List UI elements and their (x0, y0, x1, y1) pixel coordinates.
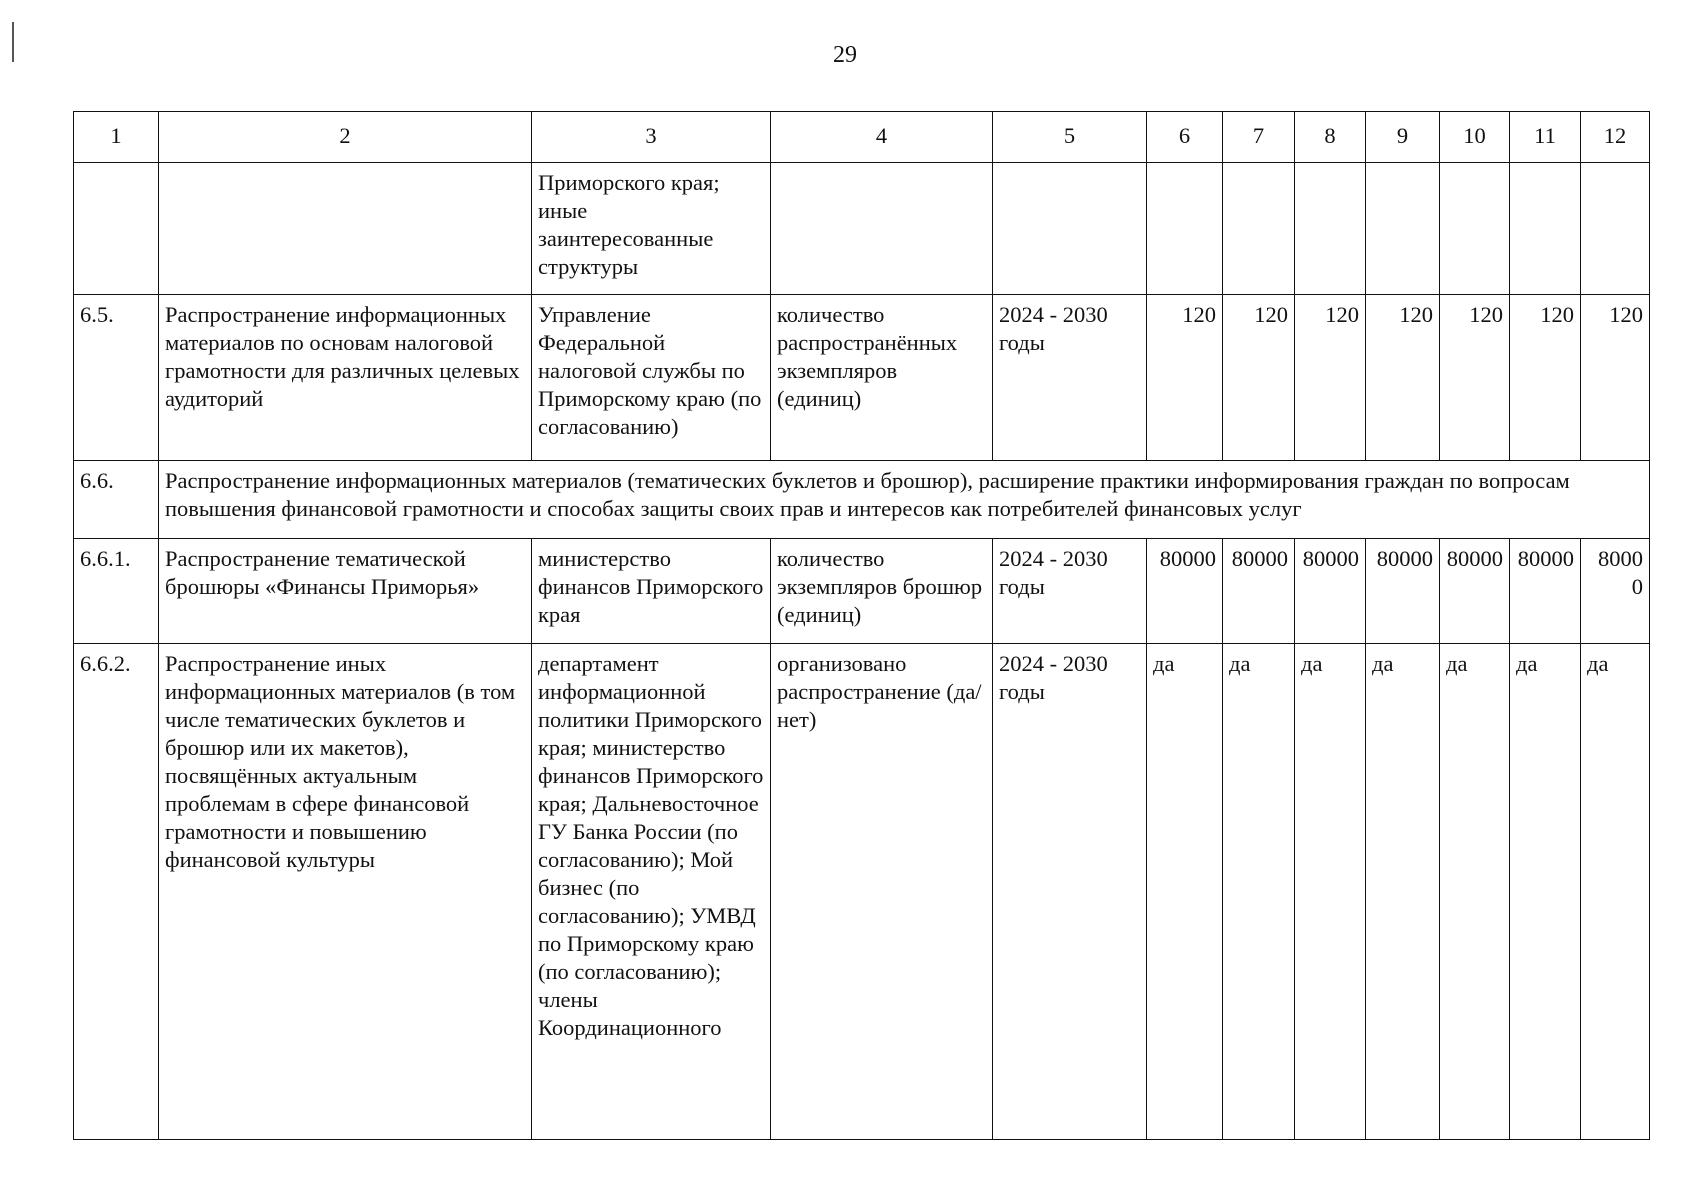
executor: Управление Федеральной налоговой службы по Приморскому краю (по согласованию) (532, 295, 771, 461)
column-number: 11 (1510, 112, 1581, 163)
value-2028: да (1440, 644, 1510, 1140)
value-2025: 80000 (1223, 539, 1295, 644)
value-2030: 80000 (1581, 539, 1650, 644)
value-2026: да (1295, 644, 1366, 1140)
executor: департамент информационной политики Приморского края; министерство финансов Приморского края; Дальневосточное ГУ Банка России (по согласованию); Мой бизнес (по согласованию); УМВД по Приморскому краю (по согласованию); члены Координационного (532, 644, 771, 1140)
column-number: 10 (1440, 112, 1510, 163)
value-2025: 120 (1223, 295, 1295, 461)
value-2024: да (1147, 644, 1223, 1140)
value-2029: 80000 (1510, 539, 1581, 644)
value-2024: 80000 (1147, 539, 1223, 644)
row-number: 6.5. (74, 295, 159, 461)
row-number: 6.6. (74, 461, 159, 539)
measure-name: Распространение тематической брошюры «Финансы Приморья» (159, 539, 532, 644)
column-number: 9 (1366, 112, 1440, 163)
value-2029: да (1510, 644, 1581, 1140)
indicator: количество распространённых экземпляров (единиц) (771, 295, 993, 461)
value-cell (1366, 163, 1440, 295)
column-number: 7 (1223, 112, 1295, 163)
value-2027: 120 (1366, 295, 1440, 461)
table-row-6-6-2 (74, 644, 1650, 1140)
table-row-continued (74, 163, 1650, 295)
column-number-row (74, 112, 1650, 163)
row-number-cell (74, 163, 159, 295)
column-number: 3 (532, 112, 771, 163)
period: 2024 - 2030 годы (993, 644, 1147, 1140)
value-cell (1581, 163, 1650, 295)
table-row-6-6-1 (74, 539, 1650, 644)
value-2028: 120 (1440, 295, 1510, 461)
row-number: 6.6.1. (74, 539, 159, 644)
value-2026: 120 (1295, 295, 1366, 461)
measure-name: Распространение информационных материалов по основам налоговой грамотности для различных целевых аудиторий (159, 295, 532, 461)
table-row-6-6 (74, 461, 1650, 539)
value-2030: 120 (1581, 295, 1650, 461)
value-cell (1295, 163, 1366, 295)
value-2026: 80000 (1295, 539, 1366, 644)
value-2027: 80000 (1366, 539, 1440, 644)
value-2027: да (1366, 644, 1440, 1140)
period: 2024 - 2030 годы (993, 295, 1147, 461)
value-cell (1147, 163, 1223, 295)
measure-name: Распространение иных информационных материалов (в том числе тематических буклетов и брошюр или их макетов), посвящённых актуальным проблемам в сфере финансовой грамотности и повышению финансовой культуры (159, 644, 532, 1140)
column-number: 1 (74, 112, 159, 163)
value-cell (1223, 163, 1295, 295)
indicator: организовано распространение (да/нет) (771, 644, 993, 1140)
value-2030: да (1581, 644, 1650, 1140)
section-title: Распространение информационных материалов (тематических буклетов и брошюр), расширение практики информирования граждан по вопросам повышения финансовой грамотности и способах защиты своих прав и интересов как потребителей финансовых услуг (159, 461, 1650, 539)
indicator-cell (771, 163, 993, 295)
table-row-6-5 (74, 295, 1650, 461)
column-number: 4 (771, 112, 993, 163)
value-2024: 120 (1147, 295, 1223, 461)
column-number: 5 (993, 112, 1147, 163)
period-cell (993, 163, 1147, 295)
page-number: 29 (833, 42, 857, 68)
value-cell (1510, 163, 1581, 295)
value-2025: да (1223, 644, 1295, 1140)
value-2028: 80000 (1440, 539, 1510, 644)
indicator: количество экземпляров брошюр (единиц) (771, 539, 993, 644)
value-cell (1440, 163, 1510, 295)
column-number: 8 (1295, 112, 1366, 163)
column-number: 6 (1147, 112, 1223, 163)
executor: министерство финансов Приморского края (532, 539, 771, 644)
measure-name-cell (159, 163, 532, 295)
executor-cell: Приморского края; иные заинтересованные структуры (532, 163, 771, 295)
value-2029: 120 (1510, 295, 1581, 461)
column-number: 12 (1581, 112, 1650, 163)
row-number: 6.6.2. (74, 644, 159, 1140)
column-number: 2 (159, 112, 532, 163)
period: 2024 - 2030 годы (993, 539, 1147, 644)
measures-table (73, 111, 1650, 1140)
